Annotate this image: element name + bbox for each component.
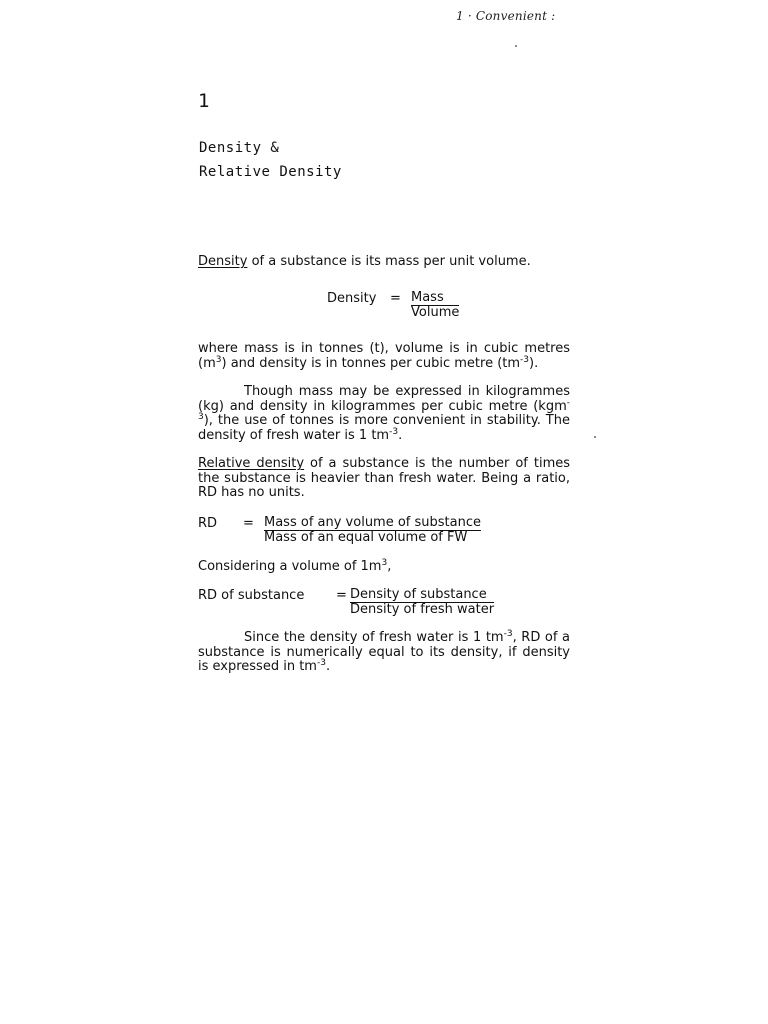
since-sup-a: -3 xyxy=(503,629,513,639)
since-paragraph xyxy=(198,631,570,675)
units-sup-b: -3 xyxy=(520,354,530,365)
units-paragraph xyxy=(198,342,570,371)
units-sup-a: 3 xyxy=(215,354,222,365)
rd2-formula-equals: = xyxy=(336,588,347,603)
kg-text-b: ), the use of tonnes is more convenient in stability. The density of fresh water is 1 tm xyxy=(198,413,570,443)
rd2-formula-numerator: Density of substance xyxy=(350,588,494,603)
rd2-formula-denominator: Density of fresh water xyxy=(350,602,495,617)
density-formula-equals: = xyxy=(390,291,401,306)
rd-formula-fraction xyxy=(264,516,481,545)
kg-sup-b: -3 xyxy=(389,426,399,437)
since-text-c: . xyxy=(325,659,331,674)
density-term: Density xyxy=(198,254,248,269)
units-text-c: ). xyxy=(529,355,539,371)
considering-end: , xyxy=(387,559,392,574)
relative-density-definition-text: of a substance is the number of times the substance is heavier than fresh water. Being a ratio, RD has no units. xyxy=(198,456,570,500)
considering-line xyxy=(198,559,391,574)
units-text-a: where mass is in tonnes (t), volume is in cubic metres (m xyxy=(198,341,570,371)
since-text-b: , RD of a substance is numerically equal to its density, if density is expressed in tm xyxy=(198,630,570,674)
since-sup-b: -3 xyxy=(316,658,326,668)
rd-formula-lhs: RD xyxy=(198,516,218,531)
kilogrammes-paragraph xyxy=(198,385,570,443)
density-definition-text: of a substance is its mass per unit volume. xyxy=(247,254,531,269)
rd-formula-denominator: Mass of an equal volume of FW xyxy=(264,530,468,545)
relative-density-term: Relative density xyxy=(198,456,305,471)
rd2-formula-lhs: RD of substance xyxy=(198,588,305,603)
kg-text-a: Though mass may be expressed in kilogrammes (kg) and density in kilogrammes per cubic metre (kgm xyxy=(198,384,570,414)
rd-formula-equals: = xyxy=(243,516,254,531)
chapter-title-line1: Density & xyxy=(199,140,280,156)
chapter-title-line2: Relative Density xyxy=(199,164,342,180)
considering-text: Considering a volume of 1m xyxy=(198,559,382,574)
scan-speck-top xyxy=(515,45,517,47)
relative-density-definition xyxy=(198,457,570,501)
density-formula-denominator: Volume xyxy=(411,305,460,320)
density-definition xyxy=(198,255,570,270)
kg-sup-a: -3 xyxy=(198,397,570,422)
units-text-b: ) and density is in tonnes per cubic metre (tm xyxy=(221,355,521,371)
chapter-number: 1 xyxy=(198,90,210,112)
chapter-title xyxy=(199,136,342,184)
considering-sup: 3 xyxy=(381,558,388,568)
kg-text-c: . xyxy=(398,427,403,443)
rd2-formula-fraction xyxy=(350,588,494,617)
rd-formula-numerator: Mass of any volume of substance xyxy=(264,515,481,530)
density-formula-lhs: Density xyxy=(327,291,377,306)
density-formula-numerator: Mass xyxy=(411,291,459,306)
scan-speck xyxy=(594,436,596,438)
since-text-a: Since the density of fresh water is 1 tm xyxy=(244,630,504,645)
handwritten-note: 1 · Convenient : xyxy=(456,9,556,23)
density-formula-fraction xyxy=(411,291,459,320)
